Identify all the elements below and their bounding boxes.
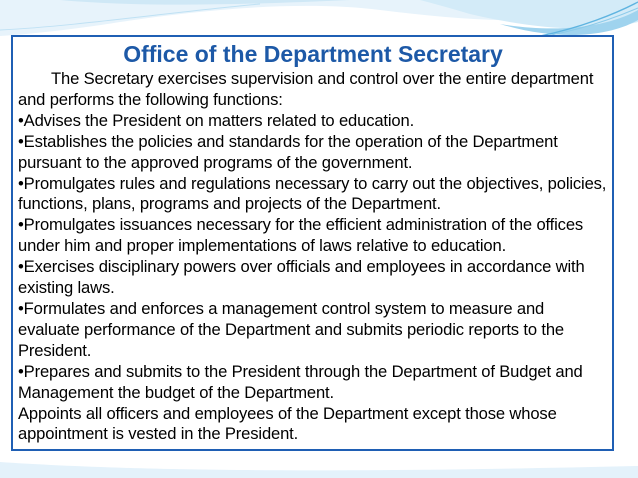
function-item-4: •Promulgates issuances necessary for the efficient administration of the offices under him and proper implementations of laws relative to education.	[18, 215, 584, 256]
wave-bottom-band	[0, 462, 638, 478]
function-item-3: •Promulgates rules and regulations necessary to carry out the objectives, policies, functions, plans, programs and projects of the Department.	[18, 173, 607, 214]
slide-title: Office of the Department Secretary	[123, 41, 503, 67]
content-box	[11, 35, 614, 451]
function-item-8: Appoints all officers and employees of the Department except those whose appointment is vested in the President.	[18, 403, 557, 444]
function-item-7: •Prepares and submits to the President through the Department of Budget and Management the budget of the Department.	[18, 361, 583, 402]
function-item-2: •Establishes the policies and standards for the operation of the Department pursuant to the approved programs of the government.	[18, 131, 558, 172]
function-item-6: •Formulates and enforces a management control system to measure and evaluate performance of the Department and submits periodic reports to the President.	[18, 298, 565, 360]
function-item-1: •Advises the President on matters related to education.	[18, 110, 415, 130]
slide-body	[18, 69, 608, 445]
function-item-5: •Exercises disciplinary powers over officials and employees in accordance with existing laws.	[18, 257, 585, 298]
intro-paragraph: The Secretary exercises supervision and control over the entire department and performs the following functions:	[18, 69, 594, 109]
